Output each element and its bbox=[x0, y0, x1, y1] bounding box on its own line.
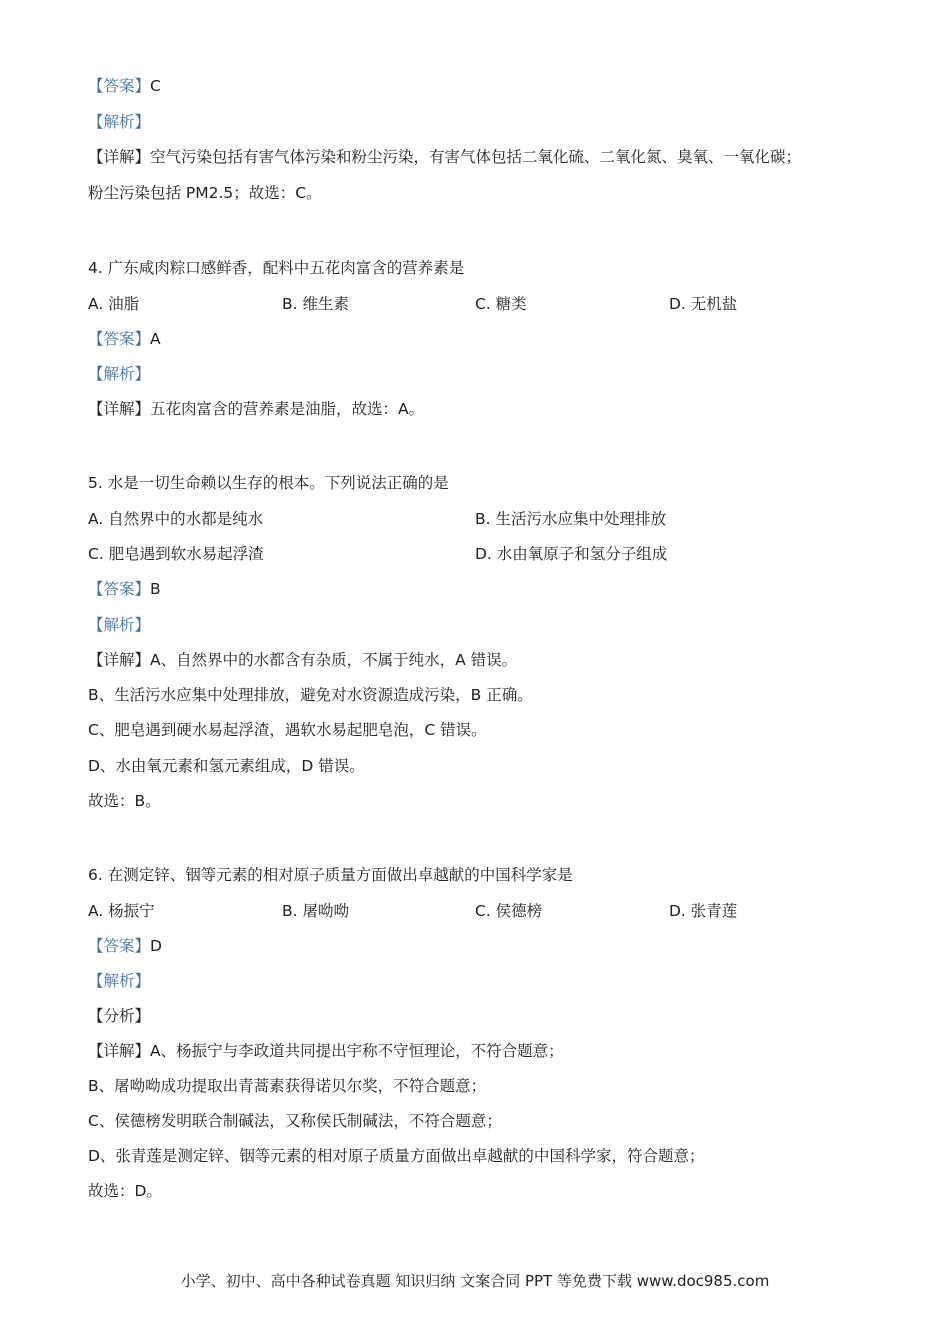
q5-option-d: D. 水由氧原子和氢分子组成 bbox=[475, 545, 668, 563]
q4-option-c: C. 糖类 bbox=[475, 295, 527, 313]
q3-detail-line2: 粉尘污染包括 PM2.5；故选：C。 bbox=[88, 184, 322, 202]
q5-answer-line bbox=[88, 579, 161, 599]
q6-option-b: B. 屠呦呦 bbox=[282, 902, 349, 920]
detail-tag: 【详解】 bbox=[88, 400, 151, 418]
q4-option-b: B. 维生素 bbox=[282, 295, 349, 313]
page-footer: 小学、初中、高中各种试卷真题 知识归纳 文案合同 PPT 等免费下载 www.doc985.com bbox=[180, 1272, 770, 1290]
q6-option-c: C. 侯德榜 bbox=[475, 902, 543, 920]
q4-answer-line bbox=[88, 329, 161, 349]
answer-tag: 【答案】 bbox=[88, 330, 151, 348]
answer-value: B bbox=[150, 580, 161, 598]
answer-value: C bbox=[150, 77, 161, 95]
q5-analysis-tag: 【解析】 bbox=[88, 616, 151, 634]
q6-analysis-tag: 【解析】 bbox=[88, 972, 151, 990]
answer-tag: 【答案】 bbox=[88, 937, 151, 955]
q5-option-b: B. 生活污水应集中处理排放 bbox=[475, 510, 666, 528]
q4-analysis-tag: 【解析】 bbox=[88, 365, 151, 383]
detail-text: 五花肉富含的营养素是油脂，故选：A。 bbox=[150, 400, 425, 418]
detail-tag: 【详解】 bbox=[88, 1042, 151, 1060]
q6-detail-c: C、侯德榜发明联合制碱法，又称侯氏制碱法，不符合题意； bbox=[88, 1112, 502, 1130]
q6-stem: 6. 在测定锌、铟等元素的相对原子质量方面做出卓越献的中国科学家是 bbox=[88, 866, 573, 884]
answer-value: A bbox=[150, 330, 161, 348]
q5-detail-d: D、水由氧元素和氢元素组成，D 错误。 bbox=[88, 757, 365, 775]
detail-text: 空气污染包括有害气体污染和粉尘污染，有害气体包括二氧化硫、二氧化氮、臭氧、一氧化碳； bbox=[150, 148, 802, 166]
q3-detail-line1 bbox=[88, 147, 801, 167]
q5-option-a: A. 自然界中的水都是纯水 bbox=[88, 510, 264, 528]
q6-detail-b: B、屠呦呦成功提取出青蒿素获得诺贝尔奖，不符合题意； bbox=[88, 1077, 487, 1095]
q3-answer-line bbox=[88, 76, 161, 96]
detail-tag: 【详解】 bbox=[88, 148, 151, 166]
q6-option-d: D. 张青莲 bbox=[669, 902, 738, 920]
detail-text: A、自然界中的水都含有杂质，不属于纯水，A 错误。 bbox=[150, 651, 518, 669]
detail-tag: 【详解】 bbox=[88, 651, 151, 669]
q5-detail-b: B、生活污水应集中处理排放，避免对水资源造成污染，B 正确。 bbox=[88, 686, 533, 704]
q6-option-a: A. 杨振宁 bbox=[88, 902, 155, 920]
q6-fenxi-tag: 【分析】 bbox=[88, 1007, 151, 1025]
answer-tag: 【答案】 bbox=[88, 580, 151, 598]
q3-analysis-tag: 【解析】 bbox=[88, 113, 151, 131]
q4-option-a: A. 油脂 bbox=[88, 295, 140, 313]
detail-text: A、杨振宁与李政道共同提出宇称不守恒理论，不符合题意； bbox=[150, 1042, 564, 1060]
q5-option-c: C. 肥皂遇到软水易起浮渣 bbox=[88, 545, 264, 563]
q4-detail bbox=[88, 399, 424, 419]
q6-detail-d: D、张青莲是测定锌、铟等元素的相对原子质量方面做出卓越献的中国科学家，符合题意； bbox=[88, 1147, 705, 1165]
answer-value: D bbox=[150, 937, 162, 955]
q4-option-d: D. 无机盐 bbox=[669, 295, 738, 313]
q6-conclusion: 故选：D。 bbox=[88, 1182, 162, 1200]
answer-tag: 【答案】 bbox=[88, 77, 151, 95]
q5-detail-a bbox=[88, 650, 517, 670]
q5-detail-c: C、肥皂遇到硬水易起浮渣，遇软水易起肥皂泡，C 错误。 bbox=[88, 721, 487, 739]
q5-stem: 5. 水是一切生命赖以生存的根本。下列说法正确的是 bbox=[88, 474, 449, 492]
q6-detail-a bbox=[88, 1041, 564, 1061]
q6-answer-line bbox=[88, 936, 162, 956]
q5-conclusion: 故选：B。 bbox=[88, 792, 161, 810]
q4-stem: 4. 广东咸肉粽口感鲜香，配料中五花肉富含的营养素是 bbox=[88, 259, 465, 277]
